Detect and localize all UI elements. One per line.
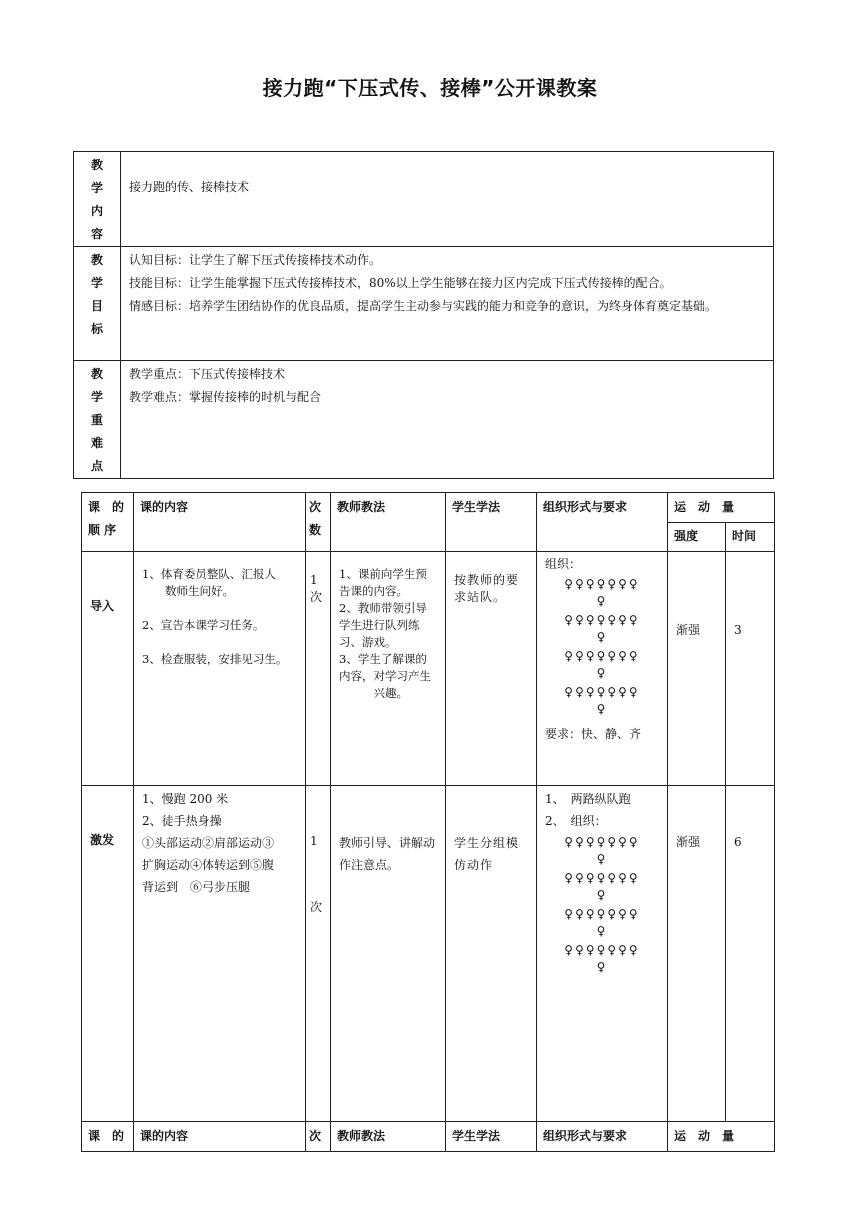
formation-row bbox=[545, 648, 659, 682]
header-content: 课的内容 bbox=[134, 1122, 306, 1152]
student-symbols: ♀♀♀♀♀♀♀ bbox=[564, 649, 640, 663]
row-content bbox=[121, 361, 774, 479]
student-method-cell: 按教师的要 求站队。 bbox=[446, 552, 537, 786]
header-organization: 组织形式与要求 bbox=[537, 493, 668, 552]
header-load: 运 动 量 bbox=[668, 493, 775, 523]
student-symbols: ♀♀♀♀♀♀♀ bbox=[564, 613, 640, 627]
formation-diagram bbox=[545, 576, 659, 718]
overview-row-content bbox=[74, 152, 774, 247]
times-cell: 1 次 bbox=[306, 552, 331, 786]
student-symbols: ♀ bbox=[596, 960, 608, 974]
student-symbols: ♀♀♀♀♀♀♀ bbox=[564, 685, 640, 699]
goal-cognitive: 认知目标：让学生了解下压式传接棒技术动作。 bbox=[129, 253, 382, 267]
intensity-cell: 渐强 bbox=[668, 786, 726, 1122]
student-symbols: ♀ bbox=[596, 924, 608, 938]
content-cell: 1、慢跑 200 米 2、徒手热身操 ①头部运动②肩部运动③ 扩胸运动④体转运到⑤腹 背运到 ⑥弓步压腿 bbox=[134, 786, 306, 1122]
key-point: 教学重点：下压式传接棒技术 bbox=[129, 367, 286, 381]
duration-cell: 6 bbox=[726, 786, 775, 1122]
student-symbols: ♀♀♀♀♀♀♀ bbox=[564, 871, 640, 885]
student-symbols: ♀♀♀♀♀♀♀ bbox=[564, 835, 640, 849]
header-content: 课的内容 bbox=[134, 493, 306, 552]
document-title: 接力跑“下压式传、接棒”公开课教案 bbox=[262, 76, 598, 100]
student-symbols: ♀ bbox=[596, 594, 608, 608]
header-teacher: 教师教法 bbox=[331, 1122, 446, 1152]
row-content bbox=[121, 247, 774, 361]
student-method-cell: 学生分组模 仿动作 bbox=[446, 786, 537, 1122]
header-teacher: 教师教法 bbox=[331, 493, 446, 552]
header-student: 学生学法 bbox=[446, 1122, 537, 1152]
segment-label: 导入 bbox=[82, 552, 134, 786]
overview-row-goals bbox=[74, 247, 774, 361]
student-symbols: ♀♀♀♀♀♀♀ bbox=[564, 577, 640, 591]
row-label: 教 学 内 容 bbox=[74, 152, 121, 247]
formation-row bbox=[545, 684, 659, 718]
header-intensity: 强度 bbox=[668, 523, 726, 552]
lesson-plan-table bbox=[81, 492, 775, 1152]
table-row bbox=[82, 552, 775, 786]
header-order: 课 的 顺 序 bbox=[82, 493, 134, 552]
row-label: 教 学 重 难 点 bbox=[74, 361, 121, 479]
intensity-cell: 渐强 bbox=[668, 552, 726, 786]
overview-table bbox=[73, 151, 774, 479]
formation-row bbox=[545, 870, 659, 904]
header-organization: 组织形式与要求 bbox=[537, 1122, 668, 1152]
formation-row bbox=[545, 906, 659, 940]
header-order: 课 的 bbox=[82, 1122, 134, 1152]
organization-cell: 1、 两路纵队跑 2、 组织： ♀♀♀♀♀♀♀ ♀ ♀♀♀♀♀♀♀ ♀ ♀♀♀♀♀♀♀ ♀ ♀♀♀♀♀♀♀ ♀ bbox=[537, 786, 668, 1122]
times-cell: 1 次 bbox=[306, 786, 331, 1122]
segment-label: 激发 bbox=[82, 786, 134, 1122]
student-symbols: ♀ bbox=[596, 888, 608, 902]
goal-affective: 情感目标：培养学生团结协作的优良品质，提高学生主动参与实践的能力和竞争的意识，为终身体育奠定基础。 bbox=[129, 299, 718, 313]
header-times: 次 数 bbox=[306, 493, 331, 552]
row-content: 接力跑的传、接棒技术 bbox=[121, 152, 774, 247]
student-symbols: ♀ bbox=[596, 666, 608, 680]
teacher-method-cell: 1、课前向学生预 告课的内容。 2、教师带领引导 学生进行队列练 习、游戏。 3、学生了解课的 内容，对学习产生 兴趣。 bbox=[331, 552, 446, 786]
formation-row bbox=[545, 612, 659, 646]
header-load: 运 动 量 bbox=[668, 1122, 775, 1152]
row-label: 教 学 目 标 bbox=[74, 247, 121, 361]
header-times: 次 bbox=[306, 1122, 331, 1152]
student-symbols: ♀♀♀♀♀♀♀ bbox=[564, 943, 640, 957]
student-symbols: ♀ bbox=[596, 630, 608, 644]
formation-row bbox=[545, 942, 659, 976]
header-duration: 时间 bbox=[726, 523, 775, 552]
student-symbols: ♀♀♀♀♀♀♀ bbox=[564, 907, 640, 921]
formation-row bbox=[545, 834, 659, 868]
header-row bbox=[82, 493, 775, 523]
duration-cell: 3 bbox=[726, 552, 775, 786]
table-row bbox=[82, 786, 775, 1122]
student-symbols: ♀ bbox=[596, 852, 608, 866]
content-cell: 1、体育委员整队、汇报人 数师生问好。 2、宣告本课学习任务。 3、检查服装，安排见习生。 bbox=[134, 552, 306, 786]
overview-row-key-points bbox=[74, 361, 774, 479]
formation-diagram bbox=[545, 834, 659, 976]
difficult-point: 教学难点：掌握传接棒的时机与配合 bbox=[129, 390, 322, 404]
repeat-header-row bbox=[82, 1122, 775, 1152]
teacher-method-cell: 教师引导、讲解动 作注意点。 bbox=[331, 786, 446, 1122]
goal-skill: 技能目标：让学生能掌握下压式传接棒技术，80%以上学生能够在接力区内完成下压式传接棒的配合。 bbox=[129, 276, 672, 290]
requirements: 要求：快、静、齐 bbox=[545, 727, 642, 741]
header-student: 学生学法 bbox=[446, 493, 537, 552]
formation-row bbox=[545, 576, 659, 610]
organization-cell: 组织： ♀♀♀♀♀♀♀ ♀ ♀♀♀♀♀♀♀ ♀ ♀♀♀♀♀♀♀ ♀ ♀♀♀♀♀♀♀ ♀ 要求：快、静、齐 bbox=[537, 552, 668, 786]
student-symbols: ♀ bbox=[596, 702, 608, 716]
